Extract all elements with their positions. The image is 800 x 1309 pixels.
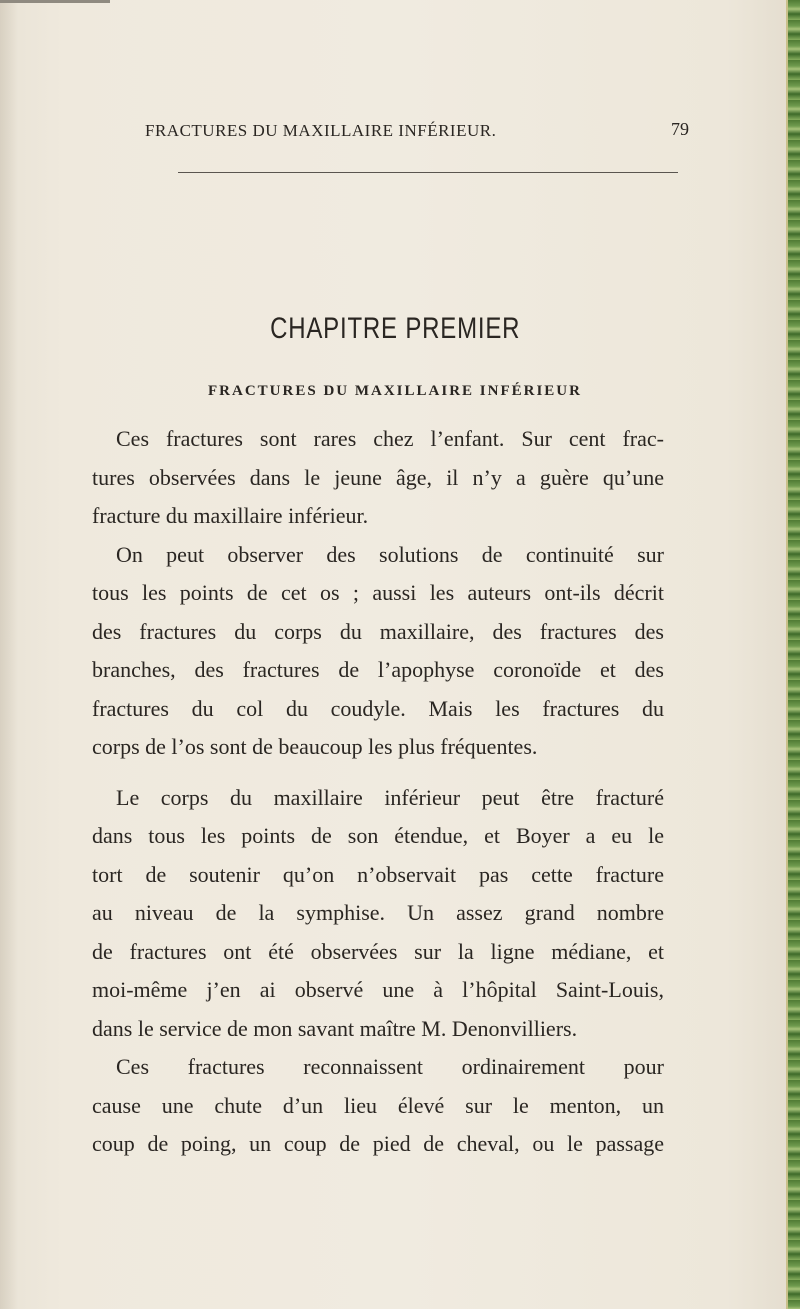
text-line: des fractures du corps du maxillaire, des fractures des [92,618,664,644]
text-line: tort de soutenir qu’on n’observait pas cette fracture [92,861,664,887]
text-line: tous les points de cet os ; aussi les auteurs ont-ils décrit [92,580,664,605]
page-edge-mark [0,0,110,3]
text-line: fractures du col du coudyle. Mais les fractures du [92,695,664,721]
text-line: branches, des fractures de l’apophyse coronoïde et des [92,657,664,682]
text-line: dans tous les points de son étendue, et Boyer a eu le [92,823,664,848]
text-line: fracture du maxillaire inférieur. [92,503,369,528]
text-line: coup de poing, un coup de pied de cheval, ou le passage [92,1131,664,1156]
text-line: Le corps du maxillaire inférieur peut être fracturé [116,784,664,810]
text-line: Ces fractures sont rares chez l’enfant. Sur cent frac- [116,426,664,451]
header-rule [178,172,678,173]
body-text [92,420,664,1164]
text-line: de fractures ont été observées sur la ligne médiane, et [92,938,664,964]
page-number: 79 [671,119,689,139]
gutter-shadow [0,0,18,1309]
text-line: dans le service de mon savant maître M. Denonvilliers. [92,1015,578,1041]
paragraph-gap [92,767,664,779]
text-line: tures observées dans le jeune âge, il n’y a guère qu’une [92,464,664,490]
text-line: moi-même j’en ai observé une à l’hôpital Saint-Louis, [92,977,664,1002]
chapter-title: CHAPITRE PREMIER [270,312,521,345]
text-line: corps de l’os sont de beaucoup les plus fréquentes. [92,734,538,759]
text-line: Ces fractures reconnaissent ordinairement pour [116,1054,664,1079]
text-line: cause une chute d’un lieu élevé sur le menton, un [92,1092,664,1118]
section-title: FRACTURES DU MAXILLAIRE INFÉRIEUR [208,383,582,399]
book-binding-edge [786,0,800,1309]
running-head: FRACTURES DU MAXILLAIRE INFÉRIEUR. [145,121,497,140]
text-line: au niveau de la symphise. Un assez grand nombre [92,900,664,925]
text-line: On peut observer des solutions de continuité sur [116,541,664,567]
